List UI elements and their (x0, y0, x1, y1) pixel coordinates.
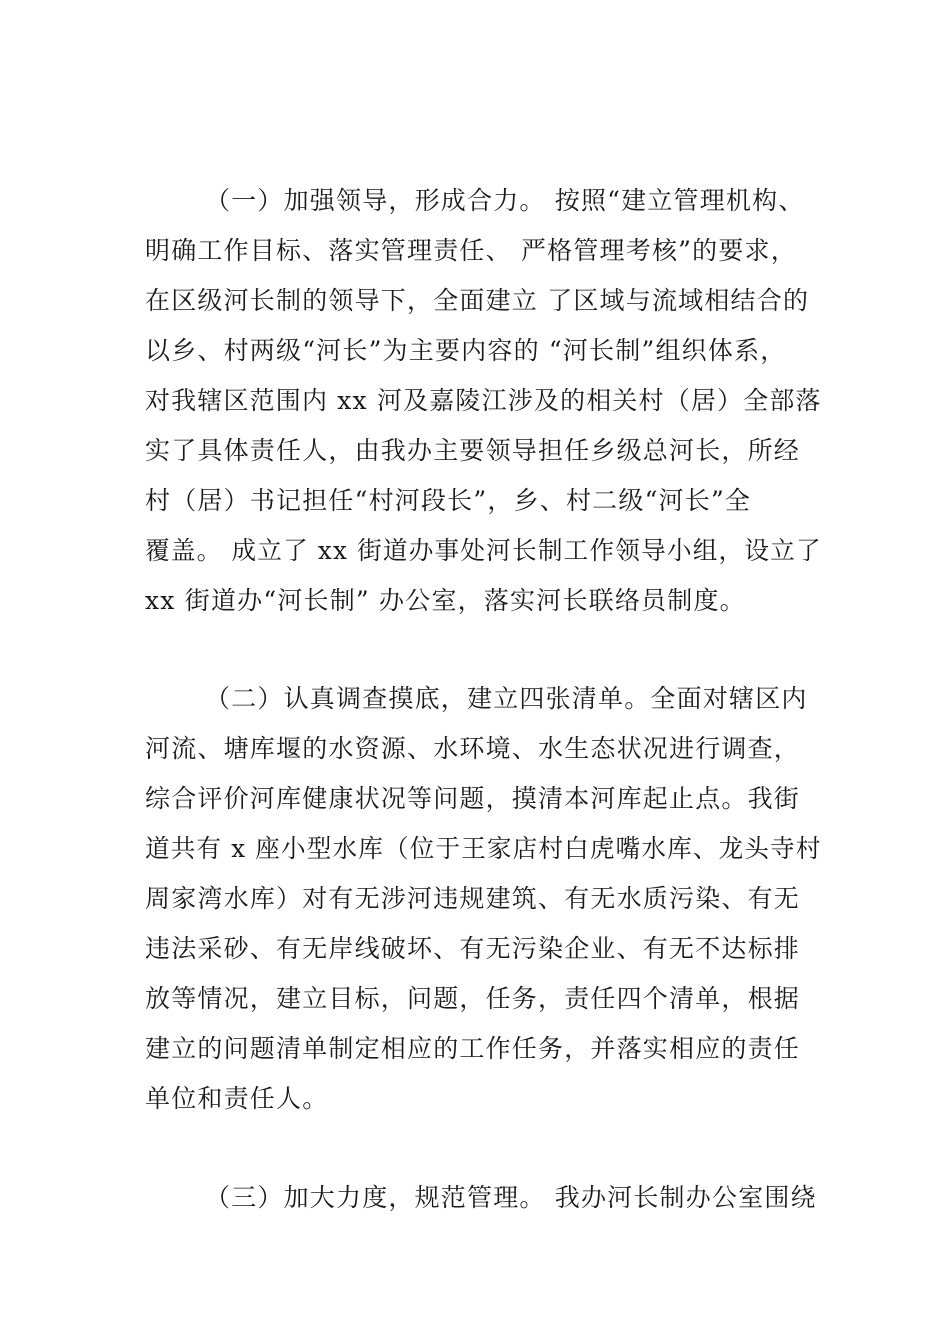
paragraph-line: 建立的问题清单制定相应的工作任务，并落实相应的责任 (145, 1034, 801, 1063)
paragraph-line: 实了具体责任人，由我办主要领导担任乡级总河长，所经 (145, 436, 801, 465)
paragraph-line: （二）认真调查摸底，建立四张清单。全面对辖区内 (205, 684, 808, 713)
paragraph-line: 河流、塘库堰的水资源、水环境、水生态状况进行调查， (145, 734, 801, 763)
paragraph-line: 放等情况，建立目标，问题，任务，责任四个清单，根据 (145, 984, 801, 1013)
paragraph-line: 综合评价河库健康状况等问题，摸清本河库起止点。我街 (145, 784, 801, 813)
paragraph-line: 违法采砂、有无岸线破坏、有无污染企业、有无不达标排 (145, 934, 801, 963)
paragraph-line: 道共有 x 座小型水库（位于王家店村白虎嘴水库、龙头寺村 (145, 834, 822, 863)
paragraph-line: 明确工作目标、落实管理责任、 严格管理考核”的要求， (145, 236, 797, 265)
paragraph-line: 单位和责任人。 (145, 1084, 329, 1113)
paragraph-line: xx 街道办“河长制” 办公室，落实河长联络员制度。 (145, 586, 746, 615)
paragraph-line: 覆盖。 成立了 xx 街道办事处河长制工作领导小组，设立了 (145, 536, 822, 565)
paragraph-line: 在区级河长制的领导下，全面建立 了区域与流域相结合的 (145, 286, 810, 315)
paragraph-line: 村（居）书记担任“村河段长”，乡、村二级“河长”全 (145, 486, 752, 515)
paragraph-line: 对我辖区范围内 xx 河及嘉陵江涉及的相关村（居）全部落 (145, 386, 822, 415)
paragraph-line: （一）加强领导，形成合力。 按照“建立管理机构、 (205, 186, 805, 215)
paragraph-line: 以乡、村两级“河长”为主要内容的 “河长制”组织体系， (145, 336, 787, 365)
paragraph-line: （三）加大力度，规范管理。 我办河长制办公室围绕 (205, 1183, 817, 1212)
paragraph-line: 周家湾水库）对有无涉河违规建筑、有无水质污染、有无 (145, 884, 801, 913)
